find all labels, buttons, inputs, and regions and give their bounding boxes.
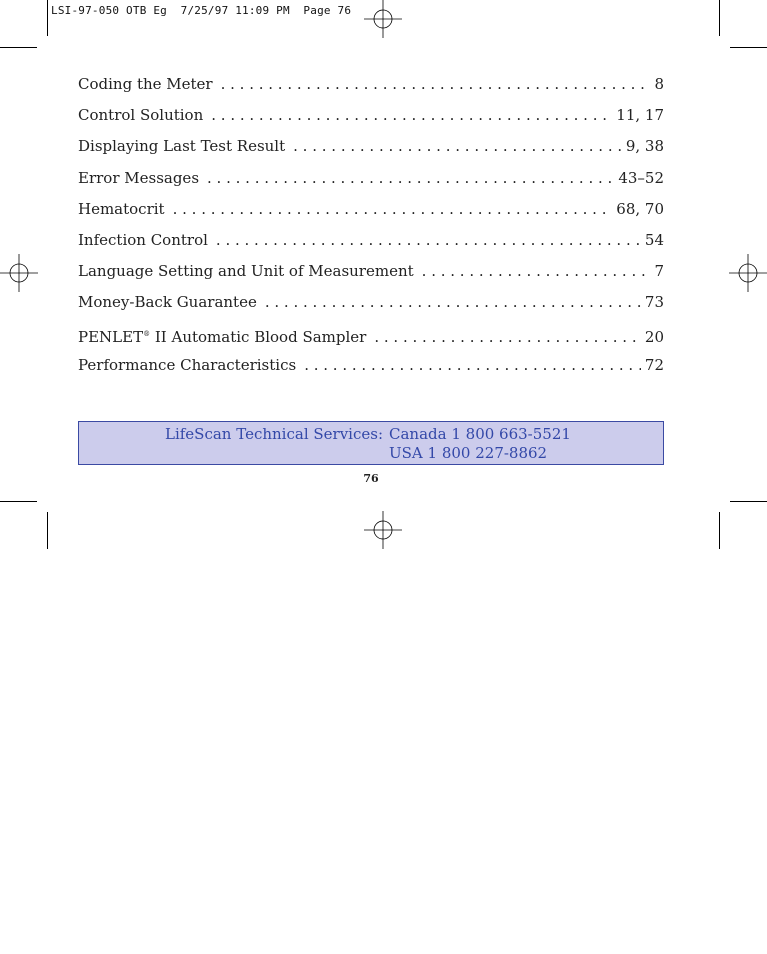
registration-mark-left-icon: [0, 254, 38, 292]
crop-mark-bottom-right-horizontal: [730, 501, 767, 502]
dot-leader: [293, 131, 622, 162]
index-pages: 43–52: [618, 168, 664, 187]
registration-mark-top-icon: [364, 0, 402, 38]
usa-phone: USA 1 800 227-8862: [389, 444, 548, 462]
dot-leader: [374, 322, 641, 353]
dot-leader: [265, 287, 641, 318]
canada-phone: Canada 1 800 663-5521: [389, 425, 571, 443]
dot-leader: [211, 100, 612, 131]
crop-mark-top-left-vertical: [47, 0, 48, 36]
registered-mark: ®: [143, 329, 151, 338]
dot-leader: [221, 69, 651, 100]
index-pages: 72: [644, 355, 664, 374]
dot-leader: [207, 163, 614, 194]
index-term-rest: II Automatic Blood Sampler: [150, 327, 367, 346]
crop-mark-top-right-horizontal: [730, 47, 767, 48]
index-pages: 7: [654, 262, 664, 281]
index-term: Money-Back Guarantee: [78, 293, 257, 312]
index-list: [78, 69, 664, 381]
technical-services-label: LifeScan Technical Services:: [165, 425, 384, 443]
index-entry: [78, 69, 664, 100]
index-entry: [78, 256, 664, 287]
index-term: Hematocrit: [78, 199, 165, 218]
index-term: Coding the Meter: [78, 75, 213, 93]
index-term: Language Setting and Unit of Measurement: [78, 262, 414, 281]
index-entry: [78, 163, 664, 194]
index-pages: 68, 70: [616, 199, 664, 218]
index-entry: [78, 194, 664, 225]
crop-mark-bottom-right-vertical: [719, 512, 720, 549]
index-entry: [78, 100, 664, 131]
index-term: Displaying Last Test Result: [78, 137, 286, 156]
index-term-main: PENLET: [78, 327, 144, 346]
index-term: [78, 319, 366, 353]
crop-mark-top-left-horizontal: [0, 47, 37, 48]
registration-mark-bottom-icon: [364, 511, 402, 549]
index-entry: [78, 350, 664, 381]
index-term: Control Solution: [78, 106, 204, 125]
index-term: Infection Control: [78, 230, 208, 249]
index-pages: 20: [644, 327, 664, 346]
index-term: Error Messages: [78, 168, 200, 187]
index-pages: 8: [654, 75, 664, 93]
technical-services-box: [78, 421, 664, 465]
index-pages: 11, 17: [616, 106, 664, 125]
page-number: 76: [363, 472, 379, 485]
index-entry: [78, 225, 664, 256]
crop-mark-top-right-vertical: [719, 0, 720, 36]
index-entry: [78, 319, 664, 350]
registration-mark-right-icon: [729, 254, 767, 292]
index-term: Performance Characteristics: [78, 355, 297, 374]
index-pages: 54: [644, 230, 664, 249]
dot-leader: [304, 350, 641, 381]
crop-mark-bottom-left-vertical: [47, 512, 48, 549]
index-entry: [78, 131, 664, 162]
print-slug-line: LSI-97-050 OTB Eg 7/25/97 11:09 PM Page 76: [51, 4, 352, 17]
dot-leader: [216, 225, 641, 256]
index-pages: 9, 38: [625, 137, 664, 156]
index-entry: [78, 287, 664, 318]
dot-leader: [173, 194, 613, 225]
crop-mark-bottom-left-horizontal: [0, 501, 37, 502]
dot-leader: [422, 256, 651, 287]
index-pages: 73: [644, 293, 664, 312]
